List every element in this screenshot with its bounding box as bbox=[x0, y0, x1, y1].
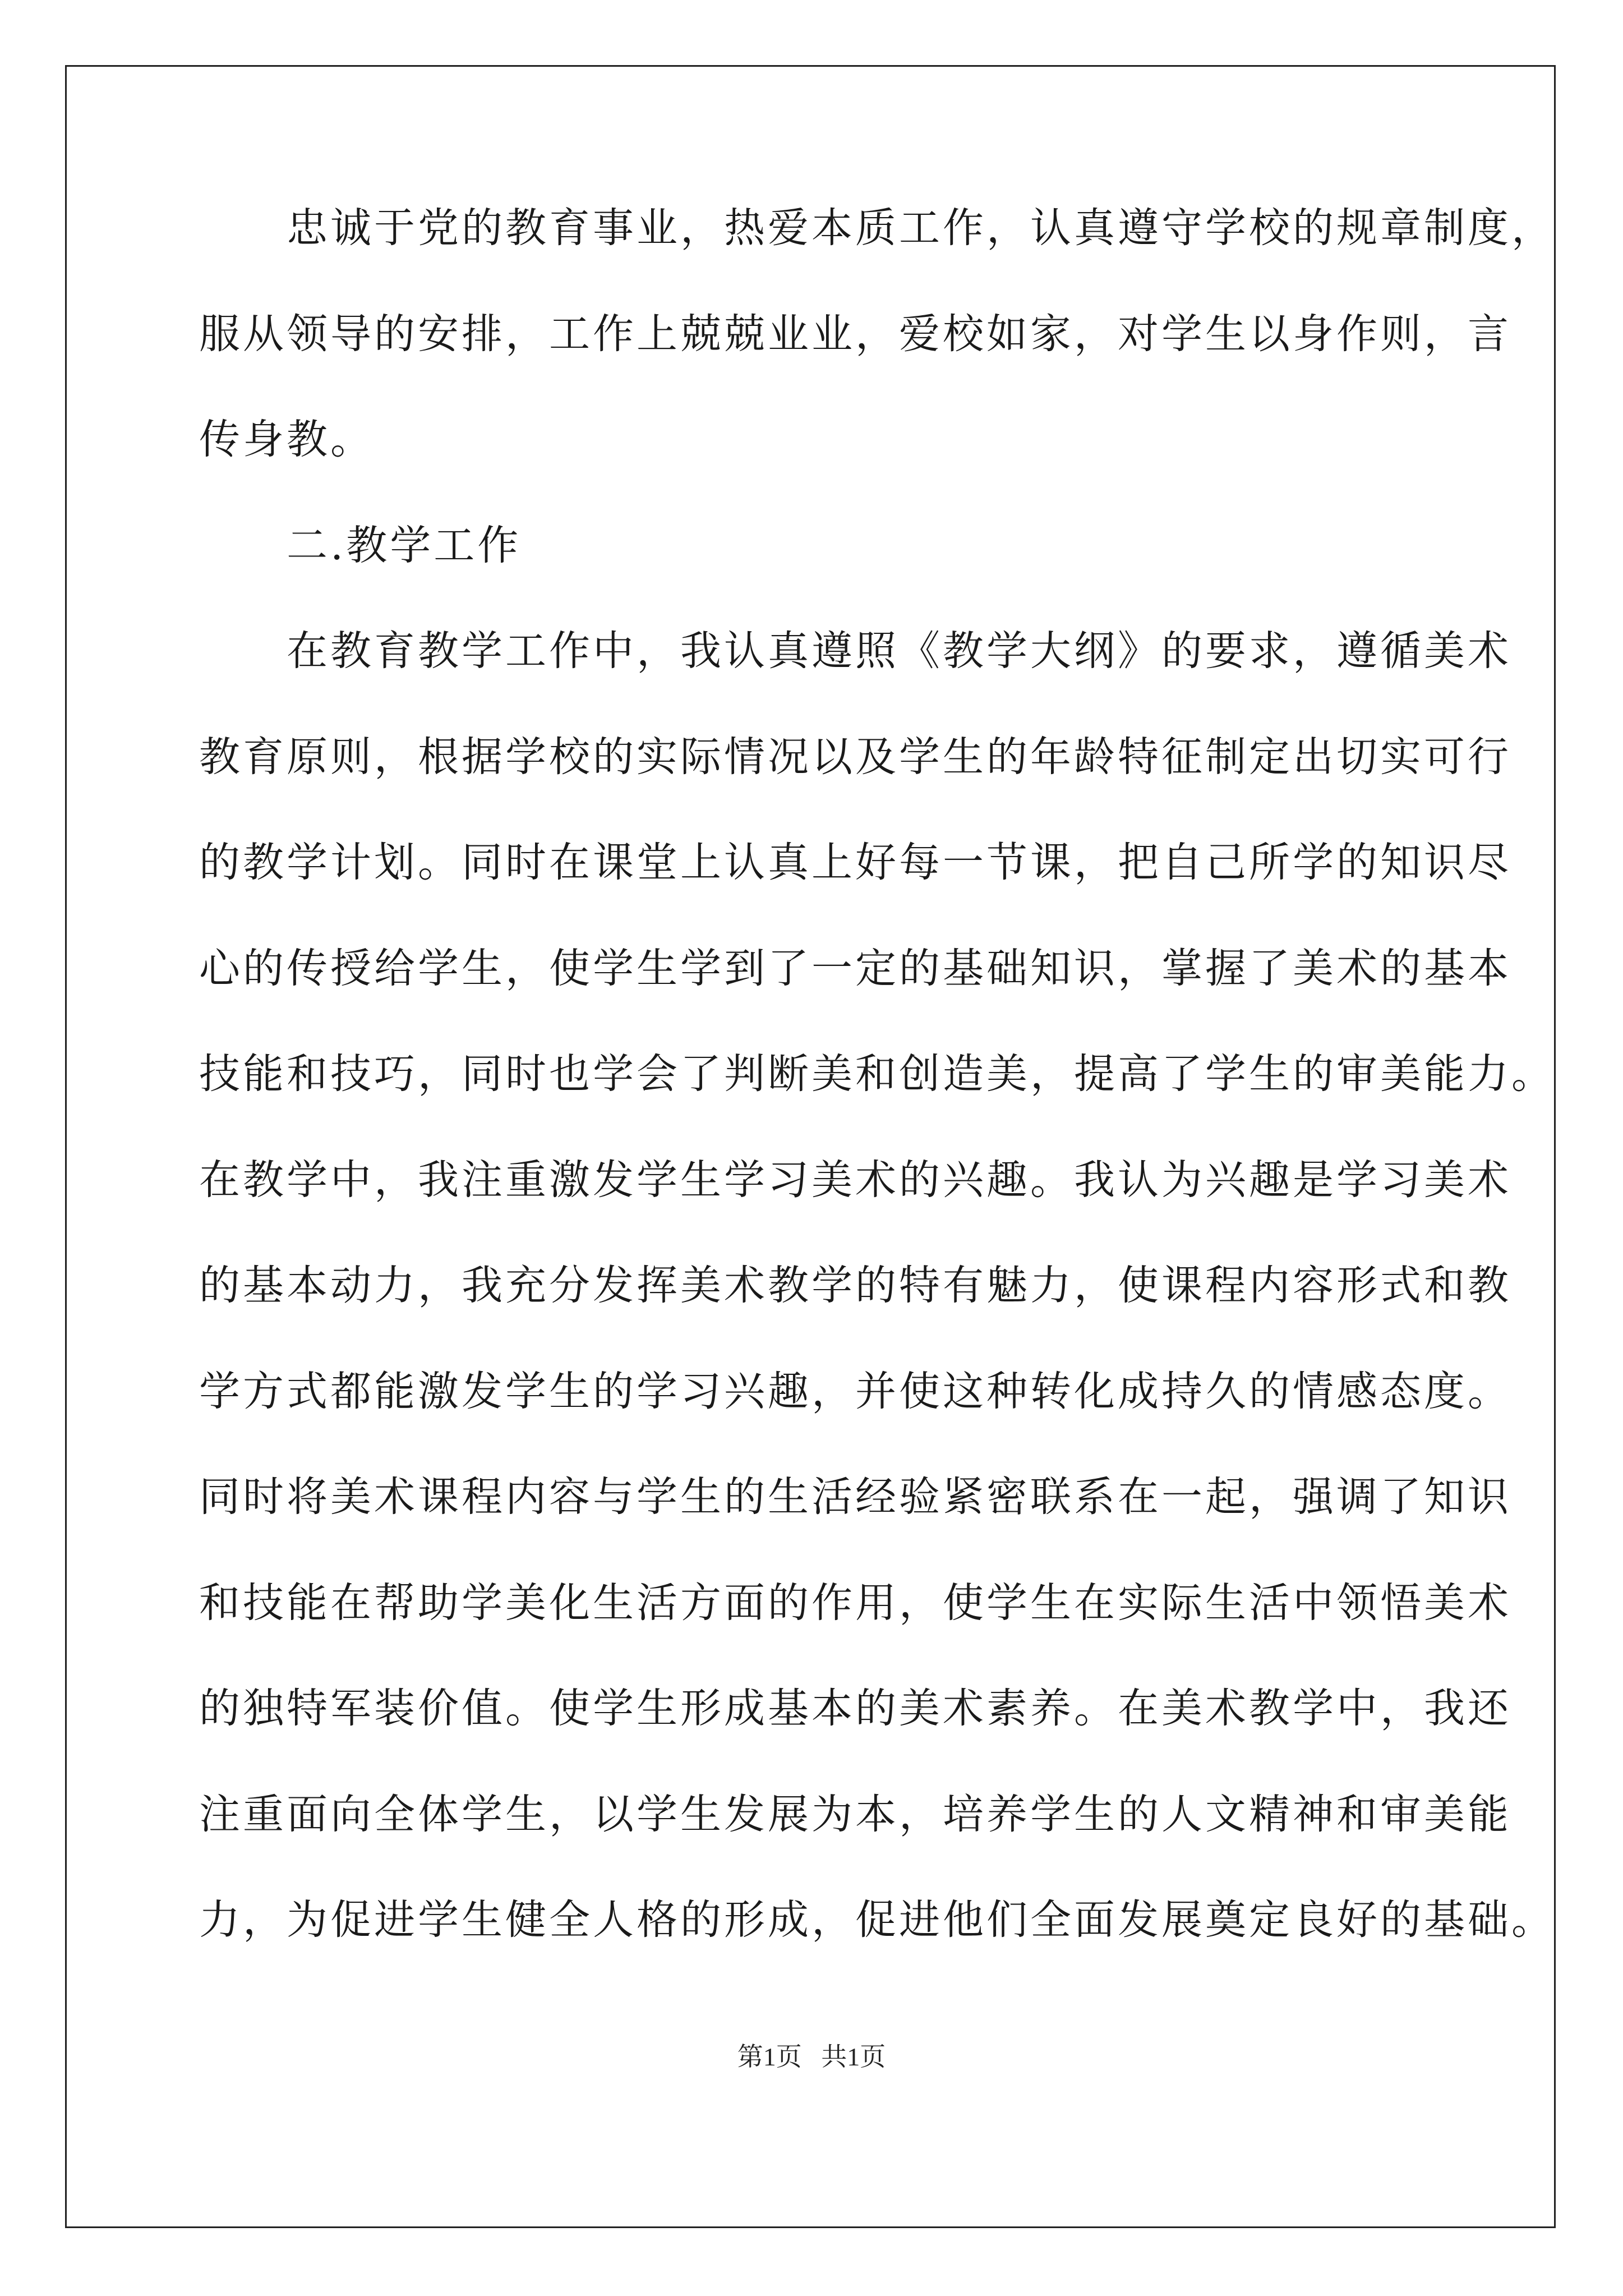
text-line: 心的传授给学生，使学生学到了一定的基础知识，掌握了美术的基本 bbox=[199, 944, 1511, 992]
text-line: 服从领导的安排，工作上兢兢业业，爱校如家，对学生以身作则，言 bbox=[199, 310, 1511, 358]
text-line: 力，为促进学生健全人格的形成，促进他们全面发展奠定良好的基础。 bbox=[199, 1896, 1555, 1944]
section-heading: 二.教学工作 bbox=[199, 521, 522, 569]
text-line: 的独特军装价值。使学生形成基本的美术素养。在美术教学中，我还 bbox=[199, 1685, 1511, 1732]
document-body bbox=[199, 204, 1555, 2005]
text-line: 和技能在帮助学美化生活方面的作用，使学生在实际生活中领悟美术 bbox=[199, 1579, 1511, 1627]
text-line: 学方式都能激发学生的学习兴趣，并使这种转化成持久的情感态度。 bbox=[199, 1367, 1511, 1415]
text-line: 的教学计划。同时在课堂上认真上好每一节课，把自己所学的知识尽 bbox=[199, 839, 1511, 886]
text-line: 传身教。 bbox=[199, 416, 374, 463]
text-line: 教育原则，根据学校的实际情况以及学生的年龄特征制定出切实可行 bbox=[199, 733, 1511, 781]
text-line: 在教育教学工作中，我认真遵照《教学大纲》的要求，遵循美术 bbox=[199, 627, 1511, 675]
text-line: 在教学中，我注重激发学生学习美术的兴趣。我认为兴趣是学习美术 bbox=[199, 1156, 1511, 1204]
text-line: 同时将美术课程内容与学生的生活经验紧密联系在一起，强调了知识 bbox=[199, 1473, 1511, 1521]
text-line: 技能和技巧，同时也学会了判断美和创造美，提高了学生的审美能力。 bbox=[199, 1050, 1555, 1098]
page-number-footer: 第1页 共1页 bbox=[737, 2042, 886, 2071]
text-line: 的基本动力，我充分发挥美术教学的特有魅力，使课程内容形式和教 bbox=[199, 1262, 1511, 1309]
text-line: 注重面向全体学生，以学生发展为本，培养学生的人文精神和审美能 bbox=[199, 1790, 1511, 1838]
text-line: 忠诚于党的教育事业，热爱本质工作，认真遵守学校的规章制度， bbox=[199, 204, 1555, 252]
